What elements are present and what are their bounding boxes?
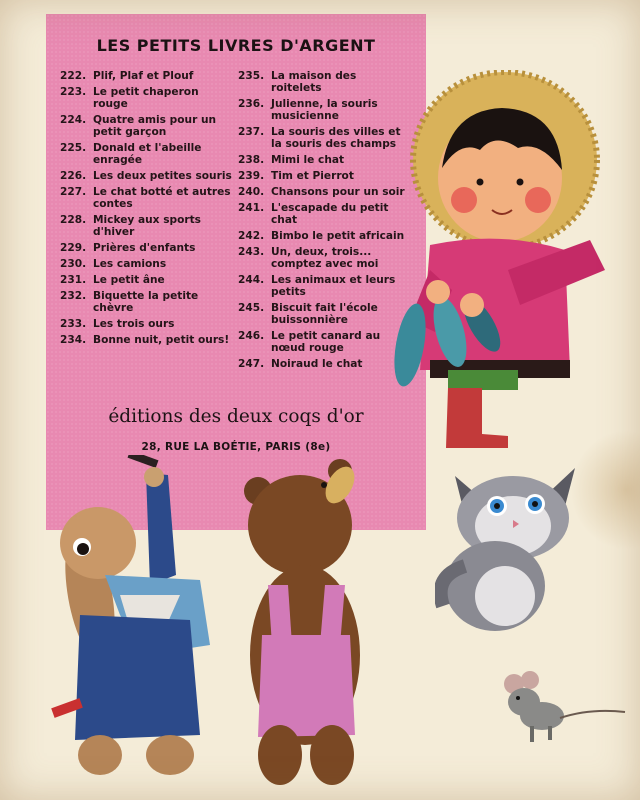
book-number: 244. (238, 274, 265, 286)
book-number: 225. (60, 142, 87, 154)
book-entry (238, 330, 410, 354)
book-entry (238, 154, 410, 166)
book-entry (60, 242, 232, 254)
book-number: 230. (60, 258, 87, 270)
book-list-left (60, 70, 232, 350)
book-entry (60, 114, 232, 138)
book-entry (60, 334, 232, 346)
book-entry (238, 302, 410, 326)
book-number: 237. (238, 126, 265, 138)
book-title: Bimbo le petit africain (271, 230, 405, 242)
book-title: Les deux petites souris (93, 170, 232, 182)
book-number: 242. (238, 230, 265, 242)
book-entry (238, 358, 410, 370)
book-title: Plif, Plaf et Plouf (93, 70, 194, 82)
book-number: 243. (238, 246, 265, 258)
book-entry (238, 98, 410, 122)
book-number: 222. (60, 70, 87, 82)
mouse-illustration (490, 668, 630, 748)
book-entry (60, 186, 232, 210)
book-number: 238. (238, 154, 265, 166)
book-entry (60, 318, 232, 330)
book-number: 228. (60, 214, 87, 226)
publisher-name: éditions des deux coqs d'or (108, 406, 364, 427)
book-title: Tim et Pierrot (271, 170, 354, 182)
kitten-illustration (435, 456, 585, 636)
book-entry (238, 186, 410, 198)
book-entry (60, 170, 232, 182)
book-entry (238, 230, 410, 242)
book-number: 236. (238, 98, 265, 110)
book-title: La souris des villes et la souris des champs (271, 126, 401, 150)
book-title: Biscuit fait l'école buissonnière (271, 302, 378, 326)
book-number: 226. (60, 170, 87, 182)
book-number: 234. (60, 334, 87, 346)
book-title: Quatre amis pour un petit garçon (93, 114, 217, 138)
book-title: Mimi le chat (271, 154, 345, 166)
book-entry (60, 258, 232, 270)
book-title: Biquette la petite chèvre (93, 290, 199, 314)
book-entry (238, 126, 410, 150)
book-title: Le petit âne (93, 274, 165, 286)
child-in-parka-illustration (390, 70, 626, 456)
book-number: 223. (60, 86, 87, 98)
book-entry (60, 70, 232, 82)
book-entry (60, 290, 232, 314)
book-title: Les trois ours (93, 318, 175, 330)
book-title: La maison des roitelets (271, 70, 357, 94)
book-title: Le chat botté et autres contes (93, 186, 231, 210)
book-entry (60, 274, 232, 286)
book-title: Mickey aux sports d'hiver (93, 214, 201, 238)
book-entry (60, 142, 232, 166)
book-number: 233. (60, 318, 87, 330)
book-title: Prières d'enfants (93, 242, 196, 254)
book-number: 229. (60, 242, 87, 254)
rabbit-in-sailor-suit-illustration (50, 455, 230, 795)
book-list-panel (46, 14, 426, 530)
book-list-right (238, 70, 410, 374)
book-number: 247. (238, 358, 265, 370)
book-number: 239. (238, 170, 265, 182)
book-number: 235. (238, 70, 265, 82)
book-entry (60, 86, 232, 110)
book-entry (238, 246, 410, 270)
book-title: Un, deux, trois... comptez avec moi (271, 246, 379, 270)
book-title: Les animaux et leurs petits (271, 274, 396, 298)
book-number: 232. (60, 290, 87, 302)
bear-in-overalls-illustration (240, 455, 380, 795)
book-number: 246. (238, 330, 265, 342)
book-title: Le petit canard au nœud rouge (271, 330, 381, 354)
book-entry (238, 70, 410, 94)
book-number: 224. (60, 114, 87, 126)
book-entry (238, 170, 410, 182)
book-entry (238, 202, 410, 226)
book-title: Julienne, la souris musicienne (271, 98, 378, 122)
book-number: 241. (238, 202, 265, 214)
book-title: Les camions (93, 258, 167, 270)
publisher-address: 28, RUE LA BOÉTIE, PARIS (8e) (141, 441, 331, 453)
book-title: Noiraud le chat (271, 358, 363, 370)
book-title: Bonne nuit, petit ours! (93, 334, 230, 346)
book-title: Chansons pour un soir (271, 186, 405, 198)
book-title: Le petit chaperon rouge (93, 86, 199, 110)
series-title: LES PETITS LIVRES D'ARGENT (96, 36, 376, 55)
book-number: 245. (238, 302, 265, 314)
book-entry (60, 214, 232, 238)
book-entry (238, 274, 410, 298)
book-title: Donald et l'abeille enragée (93, 142, 202, 166)
book-number: 240. (238, 186, 265, 198)
book-title: L'escapade du petit chat (271, 202, 389, 226)
book-number: 231. (60, 274, 87, 286)
book-number: 227. (60, 186, 87, 198)
